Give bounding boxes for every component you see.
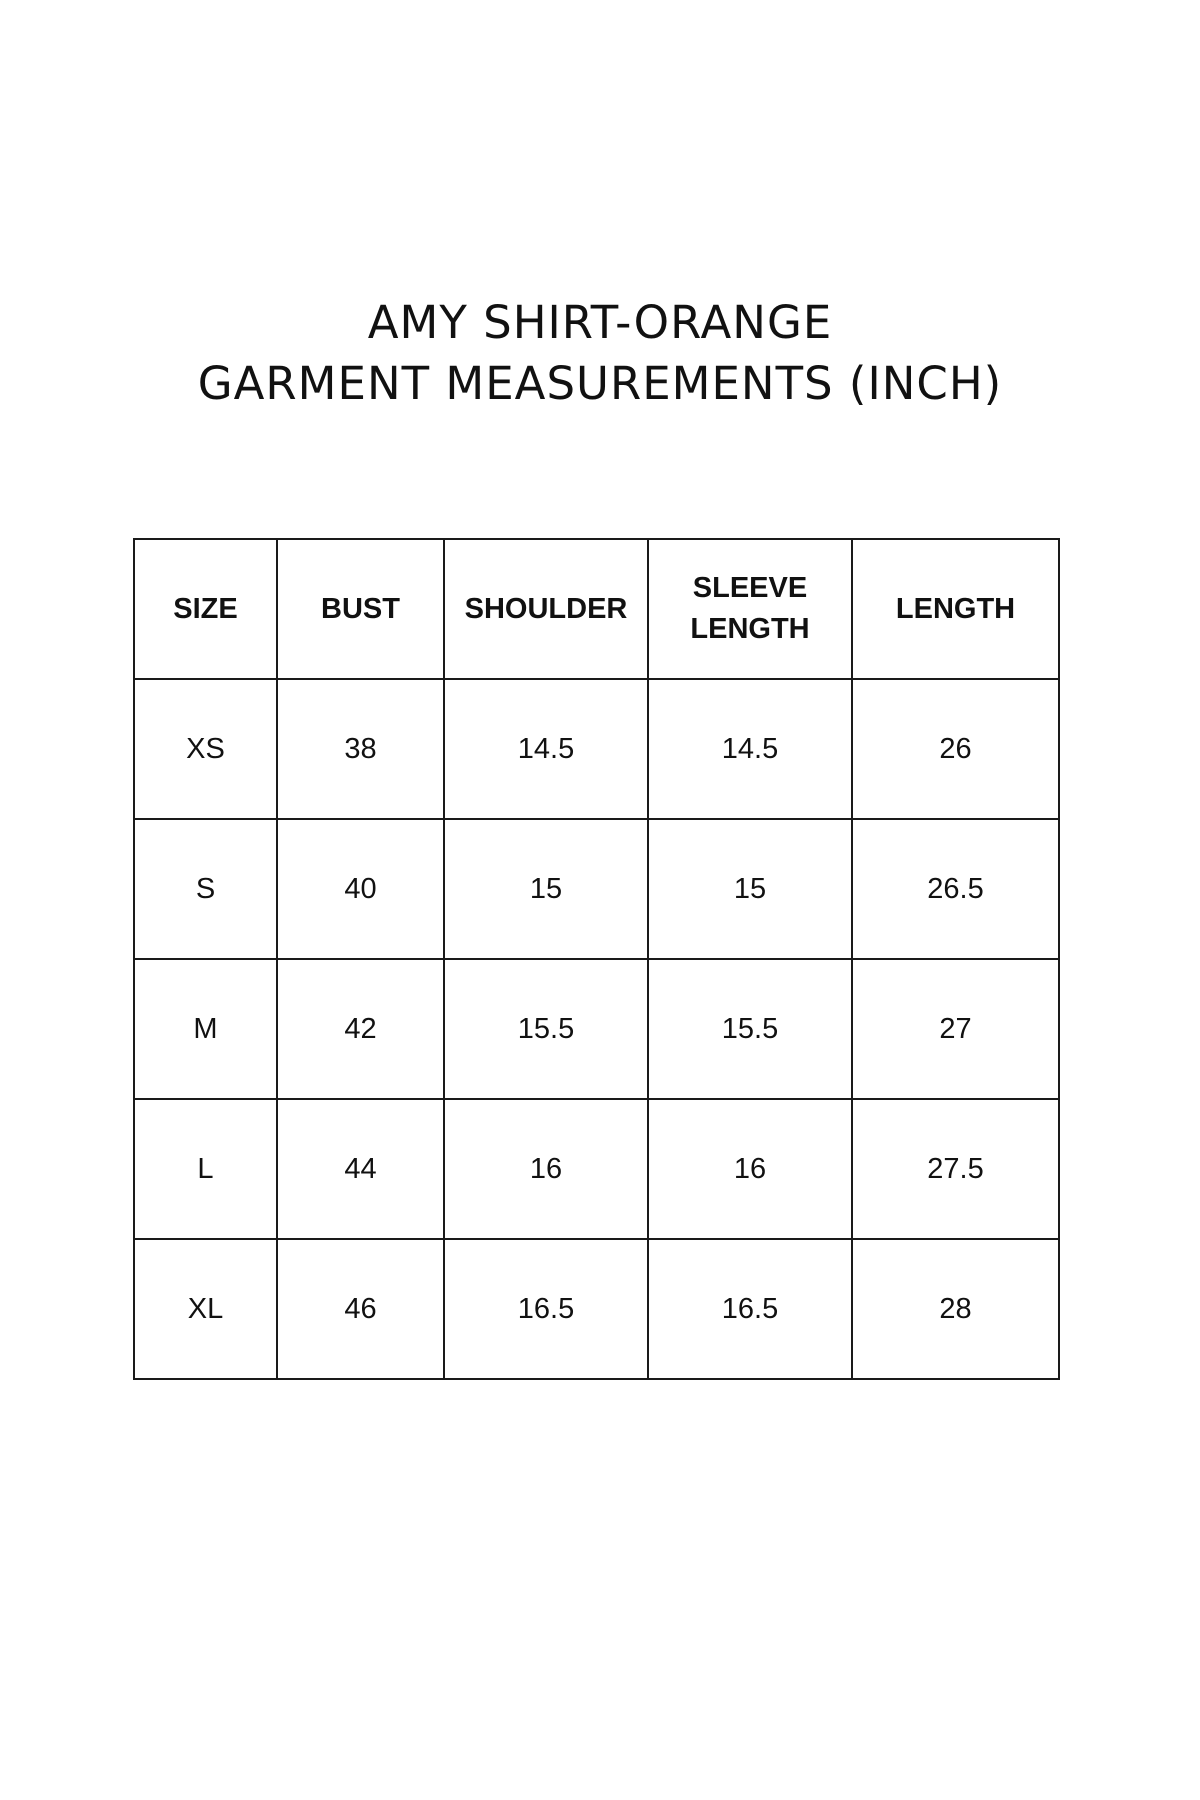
page-title: [0, 292, 1200, 414]
header-bust: BUST: [277, 539, 444, 679]
title-line-product: AMY SHIRT-ORANGE: [367, 296, 833, 349]
cell-size: L: [134, 1099, 277, 1239]
header-length: LENGTH: [852, 539, 1059, 679]
cell-bust: 42: [277, 959, 444, 1099]
cell-shoulder: 15.5: [444, 959, 648, 1099]
cell-bust: 44: [277, 1099, 444, 1239]
cell-length: 28: [852, 1239, 1059, 1379]
cell-length: 27: [852, 959, 1059, 1099]
table-row: [134, 679, 1059, 819]
size-chart-table: [133, 538, 1060, 1380]
cell-bust: 38: [277, 679, 444, 819]
cell-length: 26: [852, 679, 1059, 819]
cell-bust: 46: [277, 1239, 444, 1379]
header-size: SIZE: [134, 539, 277, 679]
cell-sleeve-length: 15.5: [648, 959, 852, 1099]
table-row: [134, 819, 1059, 959]
cell-shoulder: 16.5: [444, 1239, 648, 1379]
cell-shoulder: 15: [444, 819, 648, 959]
cell-size: XL: [134, 1239, 277, 1379]
cell-sleeve-length: 16.5: [648, 1239, 852, 1379]
cell-length: 26.5: [852, 819, 1059, 959]
header-sleeve-length: SLEEVE LENGTH: [648, 539, 852, 679]
cell-sleeve-length: 15: [648, 819, 852, 959]
cell-length: 27.5: [852, 1099, 1059, 1239]
table-header-row: [134, 539, 1059, 679]
table-row: [134, 959, 1059, 1099]
cell-sleeve-length: 16: [648, 1099, 852, 1239]
cell-shoulder: 14.5: [444, 679, 648, 819]
cell-sleeve-length: 14.5: [648, 679, 852, 819]
table-row: [134, 1099, 1059, 1239]
cell-bust: 40: [277, 819, 444, 959]
cell-shoulder: 16: [444, 1099, 648, 1239]
cell-size: M: [134, 959, 277, 1099]
cell-size: XS: [134, 679, 277, 819]
cell-size: S: [134, 819, 277, 959]
header-shoulder: SHOULDER: [444, 539, 648, 679]
title-line-subtitle: GARMENT MEASUREMENTS (INCH): [197, 357, 1003, 410]
table-row: [134, 1239, 1059, 1379]
